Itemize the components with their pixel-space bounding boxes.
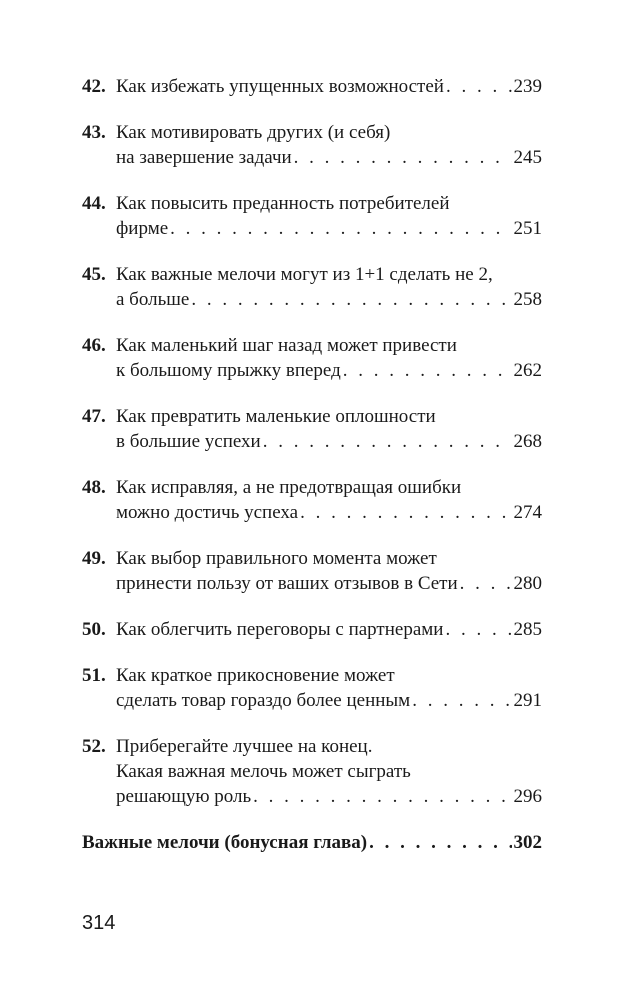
chapter-title-line: Как важные мелочи могут из 1+1 сделать не 2, <box>116 264 493 285</box>
toc-entry <box>82 475 542 525</box>
dot-leader <box>191 287 511 312</box>
chapter-title-line: Как мотивировать других (и себя) <box>116 122 391 143</box>
dot-leader <box>170 216 511 241</box>
toc-entry <box>82 333 542 383</box>
chapter-number: 45. <box>82 264 106 285</box>
chapter-page: 268 <box>513 431 542 452</box>
chapter-title-line: Как избежать упущенных возможностей <box>116 76 444 97</box>
dot-leader <box>446 74 512 99</box>
toc-entry-bonus <box>82 830 542 855</box>
chapter-title-line: Как повысить преданность потребителей <box>116 193 450 214</box>
chapter-title-line: принести пользу от ваших отзывов в Сети <box>116 573 458 594</box>
chapter-title-line: Какая важная мелочь может сыграть <box>116 761 411 782</box>
toc-entry <box>82 663 542 713</box>
chapter-number: 43. <box>82 122 106 143</box>
chapter-title-line: Как краткое прикосновение может <box>116 665 395 686</box>
toc-entry <box>82 191 542 241</box>
chapter-title-line: можно достичь успеха <box>116 502 299 523</box>
chapter-title-line: фирме <box>116 218 169 239</box>
chapter-number: 46. <box>82 335 106 356</box>
dot-leader <box>369 830 511 855</box>
dot-leader <box>294 145 512 170</box>
dot-leader <box>343 358 512 383</box>
chapter-page: 262 <box>513 360 542 381</box>
dot-leader <box>445 617 511 642</box>
chapter-title-line: Как исправляя, а не предотвращая ошибки <box>116 477 462 498</box>
chapter-title-line: Как облегчить переговоры с партнерами <box>116 619 444 640</box>
chapter-page: 251 <box>513 218 542 239</box>
chapter-title-line: на завершение задачи <box>116 147 292 168</box>
chapter-title-line: сделать товар гораздо более ценным <box>116 690 411 711</box>
toc-entry <box>82 262 542 312</box>
chapter-page: 280 <box>513 573 542 594</box>
chapter-number: 49. <box>82 548 106 569</box>
chapter-page: 258 <box>513 289 542 310</box>
chapter-page: 296 <box>513 786 542 807</box>
bonus-chapter-title: Важные мелочи (бонусная глава) <box>82 832 368 853</box>
table-of-contents <box>82 74 542 876</box>
bonus-chapter-page: 302 <box>513 832 542 853</box>
chapter-page: 274 <box>513 502 542 523</box>
chapter-number: 44. <box>82 193 106 214</box>
dot-leader <box>253 784 511 809</box>
dot-leader <box>412 688 511 713</box>
chapter-title-line: а больше <box>116 289 190 310</box>
chapter-page: 245 <box>513 147 542 168</box>
page-number: 314 <box>82 912 116 934</box>
chapter-title-line: Как маленький шаг назад может привести <box>116 335 457 356</box>
chapter-number: 48. <box>82 477 106 498</box>
chapter-title-line: решающую роль <box>116 786 252 807</box>
chapter-number: 51. <box>82 665 106 686</box>
toc-entry <box>82 120 542 170</box>
toc-entry <box>82 734 542 809</box>
chapter-title-line: Приберегайте лучшее на конец. <box>116 736 373 757</box>
chapter-number: 47. <box>82 406 106 427</box>
dot-leader <box>460 571 512 596</box>
chapter-page: 239 <box>513 76 542 97</box>
toc-entry <box>82 617 542 642</box>
chapter-title-line: в большие успехи <box>116 431 261 452</box>
dot-leader <box>263 429 512 454</box>
chapter-title-line: к большому прыжку вперед <box>116 360 341 381</box>
toc-entry <box>82 546 542 596</box>
chapter-page: 291 <box>513 690 542 711</box>
toc-entry <box>82 404 542 454</box>
chapter-title-line: Как превратить маленькие оплошности <box>116 406 436 427</box>
chapter-number: 52. <box>82 736 106 757</box>
chapter-title-line: Как выбор правильного момента может <box>116 548 437 569</box>
chapter-number: 50. <box>82 619 106 640</box>
dot-leader <box>300 500 511 525</box>
chapter-number: 42. <box>82 76 106 97</box>
chapter-page: 285 <box>513 619 542 640</box>
toc-entry <box>82 74 542 99</box>
